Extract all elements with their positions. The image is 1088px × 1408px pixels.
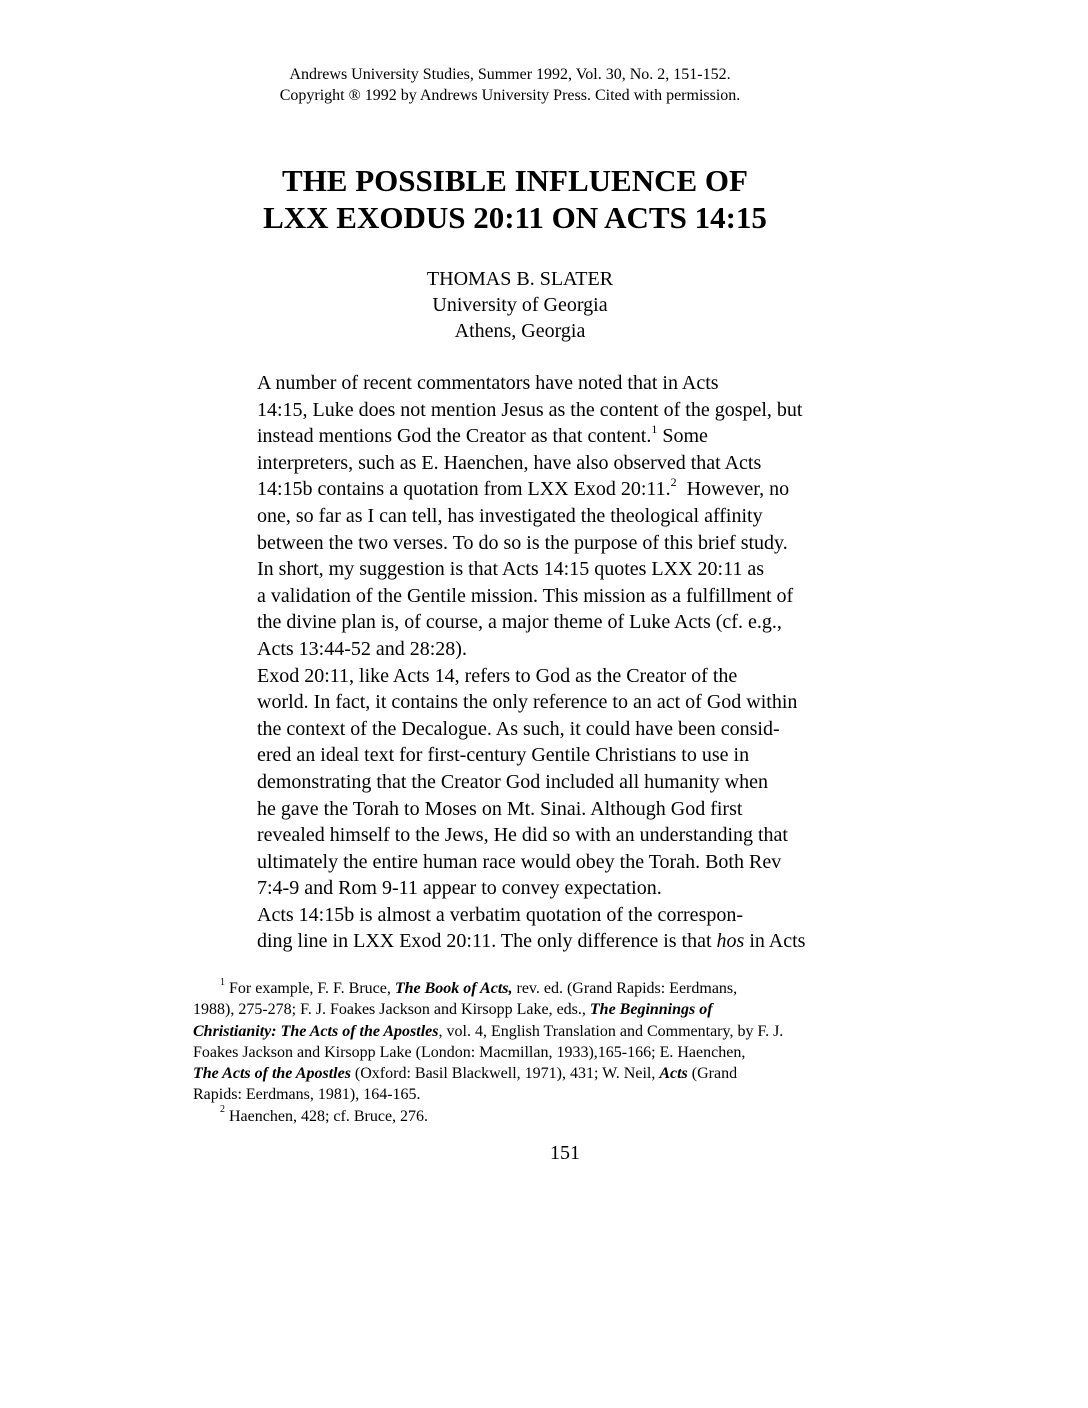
text-line [193, 423, 833, 450]
paragraph [193, 370, 833, 556]
book-title: The Acts of the Apostles [193, 1065, 351, 1083]
text-line: Acts 13:44-52 and 28:28). [257, 637, 467, 660]
footnote-line [193, 1063, 913, 1084]
text-run: Haenchen, 428; cf. Bruce, 276. [225, 1107, 429, 1125]
text-line: Acts 14:15b is almost a verbatim quotation of the correspon- [257, 903, 744, 926]
text-line: interpreters, such as E. Haenchen, have also observed that Acts [257, 451, 762, 474]
text-run: ding line in LXX Exod 20:11. The only difference is that [257, 930, 717, 953]
text-line: 7:4-9 and Rom 9-11 appear to convey expectation. [257, 877, 662, 900]
text-run: 14:15b contains a quotation from LXX Exod 20:11. [257, 478, 671, 501]
paragraph [193, 556, 833, 662]
paragraph [193, 902, 833, 955]
footnote-line: Foakes Jackson and Kirsopp Lake (London: Macmillan, 1933),165-166; E. Haenchen, [193, 1043, 746, 1061]
text-line: a validation of the Gentile mission. This mission as a fulfillment of [257, 584, 794, 607]
text-line: world. In fact, it contains the only reference to an act of God within [257, 691, 798, 714]
footnote-line [193, 999, 913, 1020]
text-run: instead mentions God the Creator as that content. [257, 425, 652, 448]
text-run: (Grand [687, 1065, 738, 1083]
text-line: he gave the Torah to Moses on Mt. Sinai. Although God first [257, 797, 743, 820]
text-line: 14:15, Luke does not mention Jesus as the content of the gospel, but [257, 398, 803, 421]
text-run: However, no [676, 478, 790, 501]
author-affiliation: University of Georgia [432, 294, 608, 316]
text-run: rev. ed. (Grand Rapids: Eerdmans, [512, 980, 738, 997]
article-title [0, 162, 1030, 236]
author-block [400, 266, 640, 344]
footnote-number: 2 [220, 1104, 225, 1116]
journal-header [0, 64, 1020, 106]
text-line: ultimately the entire human race would obey the Torah. Both Rev [257, 850, 782, 873]
footnote-line: Rapids: Eerdmans, 1981), 164-165. [193, 1086, 421, 1104]
text-line: one, so far as I can tell, has investigated the theological affinity [257, 504, 763, 527]
italic-term: hos [716, 930, 745, 953]
footnote-line [193, 1106, 913, 1127]
text-line [193, 476, 833, 503]
footnote-ref[interactable]: 1 [651, 421, 658, 436]
author-location: Athens, Georgia [454, 320, 586, 342]
text-run: (Oxford: Basil Blackwell, 1971), 431; W. Neil, [350, 1065, 660, 1083]
copyright-line: Copyright ® 1992 by Andrews University Press. Cited with permission. [279, 87, 741, 104]
text-run: Some [657, 425, 708, 448]
footnotes [193, 978, 913, 1127]
text-line: between the two verses. To do so is the purpose of this brief study. [257, 531, 788, 554]
book-title: Acts [659, 1065, 688, 1083]
text-run: 1988), 275-278; F. J. Foakes Jackson and Kirsopp Lake, eds., [193, 1001, 590, 1019]
text-run: For example, F. F. Bruce, [225, 980, 395, 997]
citation-line: Andrews University Studies, Summer 1992, Vol. 30, No. 2, 151-152. [289, 66, 731, 83]
footnote-line [193, 1021, 913, 1042]
paragraph [193, 663, 833, 902]
footnote-number: 1 [220, 976, 225, 988]
page-number: 151 [550, 1142, 580, 1164]
footnote-ref[interactable]: 2 [670, 474, 677, 489]
text-line: A number of recent commentators have noted that in Acts [257, 372, 719, 394]
text-line: the context of the Decalogue. As such, it could have been consid- [257, 717, 780, 740]
book-title: The Beginnings of [589, 1001, 713, 1019]
text-line: Exod 20:11, like Acts 14, refers to God as the Creator of the [257, 664, 738, 687]
book-title: Christianity: The Acts of the Apostles [193, 1022, 439, 1040]
text-run: , vol. 4, English Translation and Commentary, by F. J. [438, 1022, 784, 1040]
footnote-line [193, 978, 913, 999]
text-line: In short, my suggestion is that Acts 14:15 quotes LXX 20:11 as [257, 558, 765, 581]
title-line: LXX EXODUS 20:11 ON ACTS 14:15 [263, 200, 767, 235]
text-line: demonstrating that the Creator God included all humanity when [257, 770, 768, 793]
article-body [193, 370, 833, 955]
text-line: the divine plan is, of course, a major theme of Luke Acts (cf. e.g., [257, 611, 782, 634]
author-name: THOMAS B. SLATER [426, 268, 614, 290]
text-run: in Acts [744, 930, 806, 953]
text-line: revealed himself to the Jews, He did so with an understanding that [257, 824, 788, 847]
title-line: THE POSSIBLE INFLUENCE OF [282, 163, 748, 198]
text-line: ered an ideal text for first-century Gentile Christians to use in [257, 744, 750, 767]
book-title: The Book of Acts, [394, 980, 513, 997]
text-line [193, 928, 833, 955]
